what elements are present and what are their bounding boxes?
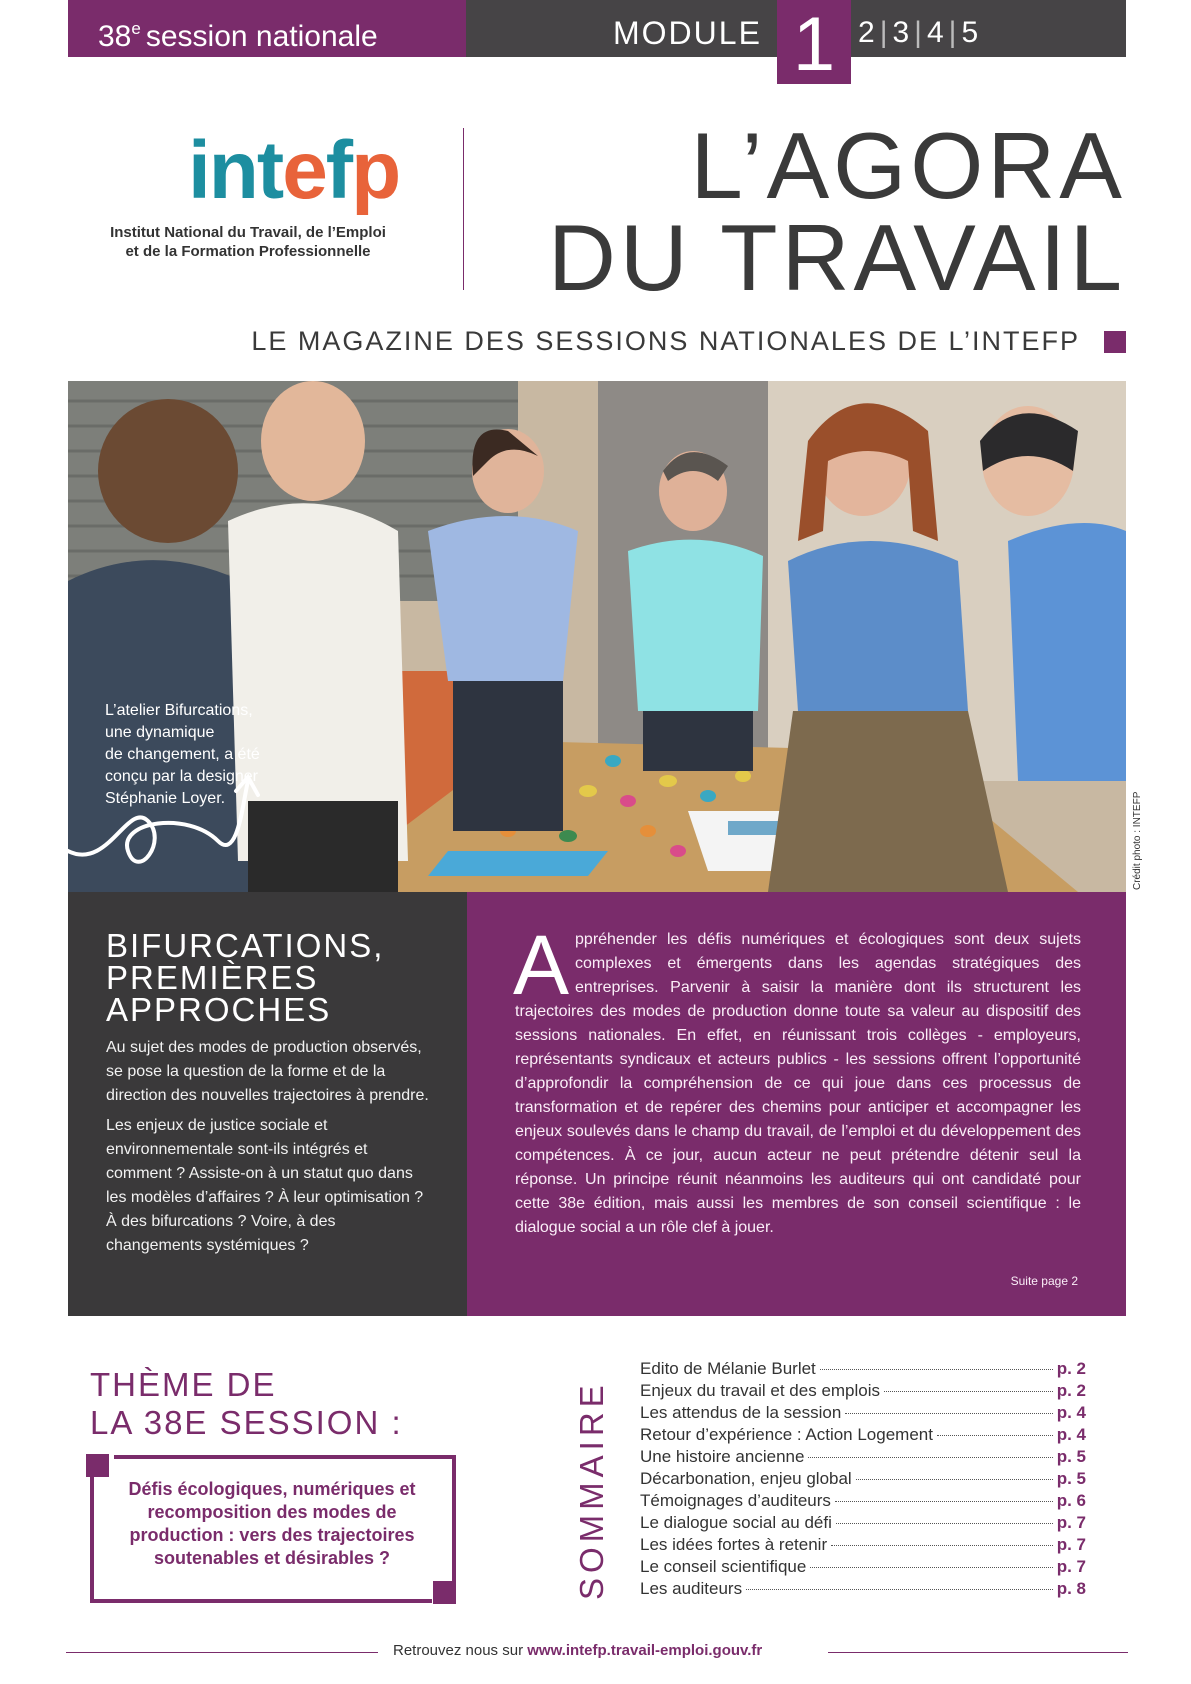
toc-title: Une histoire ancienne (640, 1447, 805, 1466)
toc-dots (820, 1369, 1053, 1370)
theme-title-line: LA 38E SESSION : (90, 1404, 403, 1441)
toc-page: p. 5 (1056, 1469, 1086, 1488)
article-box (467, 892, 1126, 1316)
title-line: L’AGORA (690, 113, 1126, 218)
subtitle-text: LE MAGAZINE DES SESSIONS NATIONALES DE L’INTEFP (251, 326, 1080, 356)
photo-credit: Crédit photo : INTEFP (1132, 791, 1143, 890)
footer-text (393, 1642, 762, 1659)
footer-url-link[interactable]: www.intefp.travail-emploi.gouv.fr (527, 1642, 763, 1659)
caption-line: de changement, a été (105, 746, 260, 763)
masthead-divider (463, 128, 464, 290)
module-link-5[interactable]: 5 (961, 16, 979, 49)
toc-page: p. 8 (1056, 1579, 1086, 1598)
module-nav (858, 0, 978, 66)
session-tag (68, 0, 466, 57)
toc-item[interactable] (640, 1556, 1086, 1578)
logo-part-f: f (325, 125, 352, 216)
module-current[interactable]: 1 (777, 0, 851, 84)
square-icon (1104, 331, 1126, 353)
footer-label: Retrouvez nous sur (393, 1642, 528, 1659)
toc-page: p. 7 (1056, 1557, 1086, 1576)
toc-title: Témoignages d’auditeurs (640, 1491, 831, 1510)
footer-divider (828, 1652, 1128, 1653)
module-separator: | (948, 16, 957, 49)
toc-page: p. 2 (1056, 1381, 1086, 1400)
toc-page: p. 4 (1056, 1425, 1086, 1444)
caption-line: conçu par la designer (105, 768, 258, 785)
theme-text: Défis écologiques, numériques et recomposition des modes de production : vers des trajectoires soutenables et désirables ? (128, 1479, 416, 1568)
toc-dots (856, 1479, 1053, 1480)
toc-item[interactable] (640, 1468, 1086, 1490)
logo-part-int: int (188, 125, 283, 216)
toc-title: Les attendus de la session (640, 1403, 842, 1422)
module-label: MODULE (613, 15, 762, 51)
toc-page: p. 5 (1056, 1447, 1086, 1466)
continued-link[interactable]: Suite page 2 (1010, 1274, 1078, 1288)
module-link-4[interactable]: 4 (926, 16, 944, 49)
square-icon (433, 1581, 456, 1604)
toc-item[interactable] (640, 1358, 1086, 1380)
intro-paragraph: Les enjeux de justice sociale et environnementale sont-ils intégrés et comment ? Assiste-on à un statut quo dans les modèles d’affaires ? À leur optimisation ? À des bifurcations ? Voire, à des changements systémiques ? (106, 1117, 424, 1254)
session-number: 38 (98, 20, 132, 53)
article-text: ppréhender les défis numériques et écologiques sont deux sujets complexes et émergents dans les agendas stratégiques des entreprises. Parvenir à saisir la manière dont ils structurent les trajectoires des modes de production donne toute sa valeur au dispositif des sessions nationales. En effet, en réunissant trois collèges - employeurs, représentants syndicaux et acteurs publics - les sessions offrent l’opportunité d’approfondir la compréhension de ce qui joue dans ces processus de transformation et de repérer des chemins pour anticiper et accompagner les enjeux soulevés dans le champ du travail, de l’emploi et du développement des compétences. À ce jour, aucun acteur ne peut prétendre détenir seul la réponse. Un principe réunit néanmoins les auditeurs qui ont candidaté pour cette 38e édition, mais aussi les membres de son conseil scientifique : le dialogue social a un rôle clef à jouer. (515, 931, 1081, 1236)
toc-page: p. 7 (1056, 1535, 1086, 1554)
heading-line: APPROCHES (106, 991, 332, 1028)
title-line: DU TRAVAIL (547, 205, 1126, 310)
magazine-subtitle (251, 326, 1126, 357)
toc-item[interactable] (640, 1578, 1086, 1600)
module-separator: | (879, 16, 888, 49)
top-bar (68, 0, 1126, 87)
caption-line: Stéphanie Loyer. (105, 790, 226, 807)
dropcap: A (513, 918, 570, 1012)
toc-item[interactable] (640, 1446, 1086, 1468)
module-separator: | (914, 16, 922, 49)
toc-title: Le dialogue social au défi (640, 1513, 832, 1532)
photo-caption (105, 700, 295, 810)
toc-dots (835, 1501, 1053, 1502)
toc-dots (831, 1545, 1053, 1546)
session-label: session nationale (145, 20, 378, 53)
caption-line: une dynamique (105, 724, 215, 741)
toc-item[interactable] (640, 1424, 1086, 1446)
toc-page: p. 4 (1056, 1403, 1086, 1422)
intefp-logo (188, 125, 400, 216)
heading-line: BIFURCATIONS, (106, 927, 385, 964)
intro-box (68, 892, 467, 1316)
toc-dots (845, 1413, 1052, 1414)
toc-page: p. 6 (1056, 1491, 1086, 1510)
toc-title: Retour d’expérience : Action Logement (640, 1425, 933, 1444)
toc-title: Edito de Mélanie Burlet (640, 1359, 816, 1378)
toc-item[interactable] (640, 1402, 1086, 1424)
logo-subtitle-line: Institut National du Travail, de l’Emploi (110, 224, 386, 241)
toc-page: p. 2 (1056, 1359, 1086, 1378)
table-of-contents (640, 1358, 1086, 1600)
toc-dots (836, 1523, 1053, 1524)
workshop-photo-illustration (68, 381, 1126, 892)
module-link-3[interactable]: 3 (892, 16, 910, 49)
workshop-photo (68, 381, 1126, 892)
toc-title: Les auditeurs (640, 1579, 743, 1598)
toc-title: Décarbonation, enjeu global (640, 1469, 852, 1488)
toc-dots (937, 1435, 1053, 1436)
toc-page: p. 7 (1056, 1513, 1086, 1532)
toc-item[interactable] (640, 1380, 1086, 1402)
footer-divider (66, 1652, 378, 1653)
toc-title: Enjeux du travail et des emplois (640, 1381, 881, 1400)
module-link-2[interactable]: 2 (858, 16, 875, 49)
theme-title-line: THÈME DE (90, 1366, 277, 1403)
logo-part-p: p (351, 125, 400, 216)
toc-dots (746, 1589, 1053, 1590)
sommaire-label: SOMMAIRE (573, 1380, 610, 1600)
square-icon (86, 1454, 109, 1477)
logo-subtitle (68, 223, 428, 261)
intro-heading (106, 927, 429, 1028)
toc-item[interactable] (640, 1512, 1086, 1534)
intro-paragraph: Au sujet des modes de production observés, se pose la question de la forme et de la direction des nouvelles trajectoires à prendre. (106, 1039, 429, 1104)
article-body (513, 918, 1081, 1240)
caption-line: L’atelier Bifurcations, (105, 702, 253, 719)
toc-item[interactable] (640, 1534, 1086, 1556)
toc-dots (808, 1457, 1052, 1458)
toc-dots (810, 1567, 1052, 1568)
heading-line: PREMIÈRES (106, 959, 319, 996)
session-sup: e (131, 19, 141, 38)
toc-dots (884, 1391, 1053, 1392)
logo-part-e: e (282, 125, 326, 216)
toc-item[interactable] (640, 1490, 1086, 1512)
toc-title: Les idées fortes à retenir (640, 1535, 828, 1554)
magazine-title (547, 113, 1126, 310)
toc-title: Le conseil scientifique (640, 1557, 807, 1576)
logo-subtitle-line: et de la Formation Professionnelle (125, 243, 371, 260)
theme-title (90, 1366, 403, 1442)
